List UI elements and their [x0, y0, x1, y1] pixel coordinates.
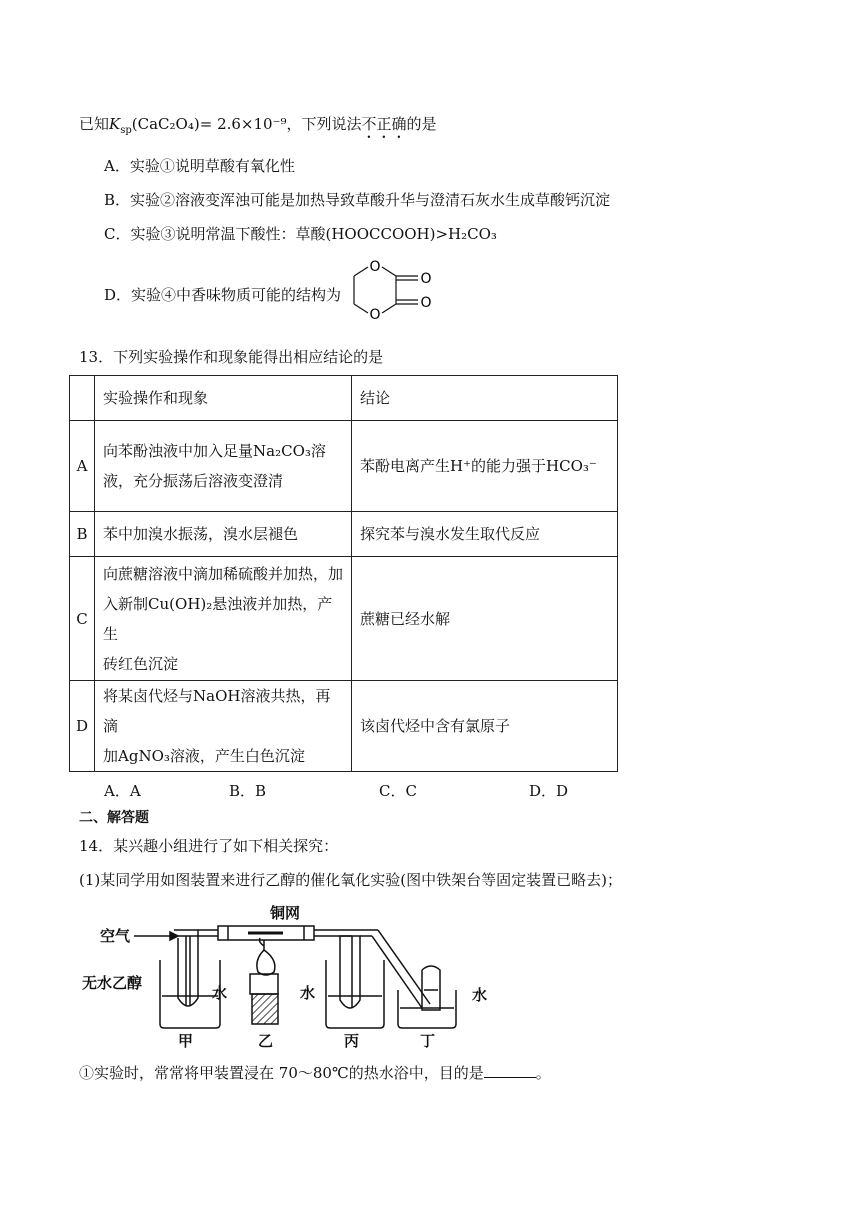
label-yi: 乙: [258, 1032, 274, 1048]
table-row: [70, 421, 618, 512]
subquestion-text: ①实验时，常常将甲装置浸在 70～80℃的热水浴中，目的是: [79, 1064, 484, 1082]
q14-stem: 14．某兴趣小组进行了如下相关探究：: [79, 837, 339, 855]
label-air: 空气: [100, 927, 131, 945]
section-title: 二、解答题: [79, 810, 149, 826]
subquestion-end: 。: [535, 1064, 551, 1082]
operation-line: 向苯酚浊液中加入足量Na₂CO₃溶: [103, 442, 326, 460]
dioxanedione-structure: [344, 256, 444, 332]
label-water-3: 水: [472, 986, 488, 1004]
row-conclusion: 苯酚电离产生H⁺的能力强于HCO₃⁻: [352, 421, 618, 512]
operation-line: 苯中加溴水振荡，溴水层褪色: [103, 525, 299, 543]
row-operation: [95, 557, 352, 681]
operation-line: 向蔗糖溶液中滴加稀硫酸并加热，加: [103, 564, 344, 583]
q12-prefix: 已知: [79, 115, 110, 133]
ksp-value: = 2.6×10⁻⁹: [199, 115, 287, 133]
q14-subquestion-1: [79, 1063, 551, 1083]
answer-blank[interactable]: [484, 1063, 536, 1078]
operation-line: 砖红色沉淀: [103, 654, 179, 673]
q13-choice-b[interactable]: B．B: [229, 782, 267, 800]
header-conclusion: 结论: [352, 376, 618, 421]
carbonyl-oxygen-bottom: O: [420, 295, 432, 311]
row-label: A: [70, 421, 95, 512]
ksp-formula: CaC₂O₄: [137, 115, 194, 133]
row-operation: [95, 681, 352, 772]
table-header-row: [70, 376, 618, 421]
q12-stem: 已知$K_{sp}(CaC_2O_4)= 2.6\times 10^{-9}$，下列说法不正确的是: [79, 115, 437, 136]
q12-end: 的是: [406, 115, 437, 133]
q13-table: [69, 375, 618, 772]
row-conclusion: 该卤代烃中含有氯原子: [352, 681, 618, 772]
label-ding: 丁: [420, 1032, 436, 1048]
operation-line: 加AgNO₃溶液，产生白色沉淀: [103, 747, 305, 765]
q12-emphasis: 不正确: [361, 115, 407, 133]
row-label: D: [70, 681, 95, 772]
carbonyl-oxygen-top: O: [420, 271, 432, 287]
label-bing: 丙: [344, 1032, 360, 1048]
label-water-1: 水: [212, 984, 228, 1002]
header-empty-cell: [70, 376, 95, 421]
q13-choice-d[interactable]: D．D: [529, 782, 569, 800]
ksp-symbol: K: [109, 115, 121, 133]
label-jia: 甲: [178, 1032, 194, 1048]
row-conclusion: 蔗糖已经水解: [352, 557, 618, 681]
row-operation: [95, 512, 352, 557]
operation-line: 将某卤代烃与NaOH溶液共热，再滴: [103, 687, 331, 735]
apparatus-diagram: [78, 898, 498, 1048]
ring-oxygen-top: O: [369, 259, 381, 275]
q13-stem: 13．下列实验操作和现象能得出相应结论的是: [79, 348, 384, 366]
label-water-2: 水: [300, 984, 316, 1002]
row-label: C: [70, 557, 95, 681]
row-operation: [95, 421, 352, 512]
table-row: [70, 512, 618, 557]
ksp-subscript: sp: [120, 125, 132, 136]
q13-choice-c[interactable]: C．C: [379, 782, 417, 800]
label-ethanol: 无水乙醇: [82, 974, 143, 992]
operation-line: 入新制Cu(OH)₂悬浊液并加热，产生: [103, 594, 333, 643]
operation-line: 液，充分振荡后溶液变澄清: [103, 472, 284, 490]
q12-tail: ，下列说法: [286, 115, 362, 133]
q12-option-d[interactable]: D．实验④中香味物质可能的结构为: [104, 286, 342, 304]
label-copper-mesh: 铜网: [270, 904, 301, 922]
table-row: [70, 557, 618, 681]
q12-option-b[interactable]: B．实验②溶液变浑浊可能是加热导致草酸升华与澄清石灰水生成草酸钙沉淀: [104, 191, 611, 209]
row-conclusion: 探究苯与溴水发生取代反应: [352, 512, 618, 557]
q12-option-a[interactable]: A．实验①说明草酸有氧化性: [104, 157, 295, 175]
q13-choice-a[interactable]: A．A: [104, 782, 141, 800]
header-operation: 实验操作和现象: [95, 376, 352, 421]
q12-option-c[interactable]: C．实验③说明常温下酸性：草酸(HOOCCOOH)>H₂CO₃: [104, 225, 497, 243]
table-row: [70, 681, 618, 772]
row-label: B: [70, 512, 95, 557]
q14-part1: (1)某同学用如图装置来进行乙醇的催化氧化实验(图中铁架台等固定装置已略去)；: [79, 871, 622, 889]
ring-oxygen-bottom: O: [369, 307, 381, 323]
